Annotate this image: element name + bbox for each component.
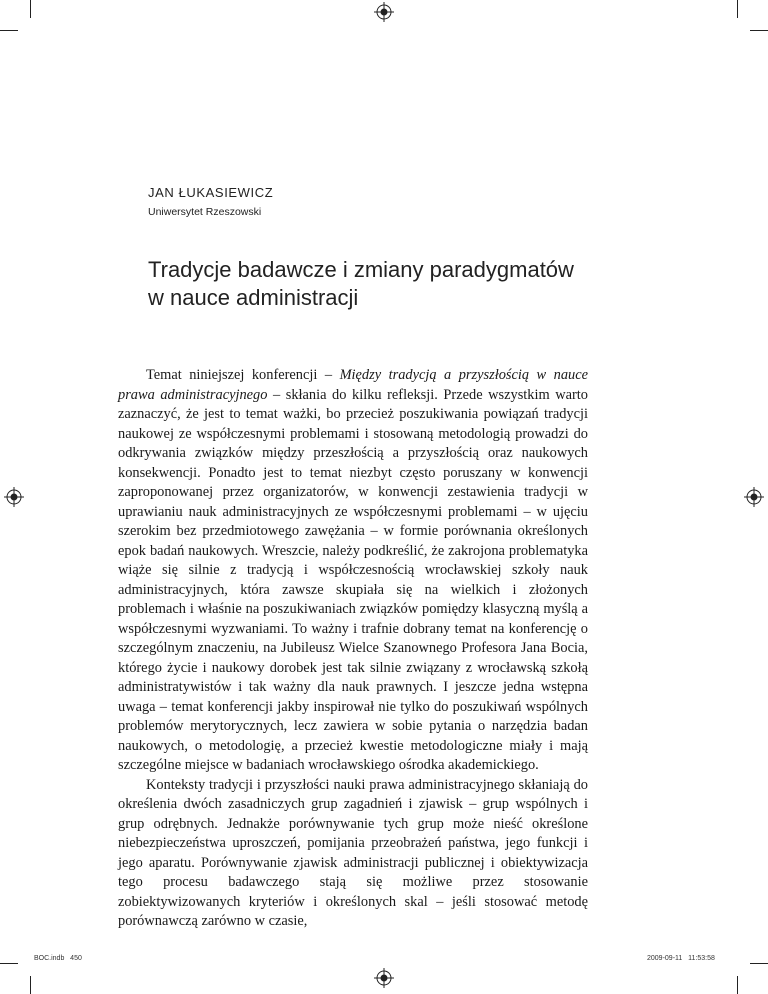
crop-mark	[737, 976, 738, 994]
crop-mark	[0, 30, 18, 31]
author-affiliation: Uniwersytet Rzeszowski	[148, 206, 262, 218]
article-body	[118, 366, 588, 932]
print-file-slug: BOC.indb 450	[34, 955, 82, 962]
registration-mark-icon	[374, 968, 394, 988]
author-name: JAN ŁUKASIEWICZ	[148, 185, 274, 200]
crop-mark	[750, 963, 768, 964]
crop-mark	[30, 0, 31, 18]
crop-mark	[0, 963, 18, 964]
article-title	[148, 256, 708, 312]
crop-mark	[737, 0, 738, 18]
registration-mark-icon	[4, 487, 24, 507]
title-line-1: Tradycje badawcze i zmiany paradygmatów	[148, 257, 574, 282]
conference-title-italic: Między tradycją a przyszłością w nauce prawa administracyjnego	[118, 367, 589, 403]
registration-mark-icon	[744, 487, 764, 507]
registration-mark-icon	[374, 2, 394, 22]
title-line-2: w nauce administracji	[148, 285, 359, 310]
paragraph-2: Konteksty tradycji i przyszłości nauki prawa administracyjnego skłaniają do określenia dwóch zasadniczych grup zagadnień i zjawisk – grup wspólnych i grup odrębnych. Jednakże porównywanie tych grup może nieść określone niebezpieczeństwa uproszczeń, pomijania przeobrażeń państwa, jego funkcji i jego aparatu. Porównywanie zjawisk administracji publicznej i obiektywizacja tego procesu badawczego stają się możliwe przez stosowanie zobiektywizowanych kryteriów i określonych skal – jeśli stosować metodę porównawczą zarówno w czasie,	[118, 776, 588, 929]
crop-mark	[750, 30, 768, 31]
paragraph-1	[118, 366, 588, 776]
print-timestamp: 2009-09-11 11:53:58	[647, 955, 715, 962]
crop-mark	[30, 976, 31, 994]
p1-rest: – skłania do kilku refleksji. Przede wszystkim warto zaznaczyć, że jest to temat ważki, bo przecież poszukiwania powiązań tradycji naukowej ze współczesnymi problemami i stosowaną metodologią prowadzi do odkrywania związków między przeszłością a przyszłością oraz naukowych konsekwencji. Ponadto jest to temat niezbyt często poruszany w konwencji zaproponowanej przez organizatorów, w konwencji zestawienia tradycji w uprawianiu nauk administracyjnych ze współczesnymi problemami – w ujęciu szerokim bez przedmiotowego zawężania – w formie porównania określonych epok badań naukowych. Wreszcie, należy podkreślić, że zakrojona problematyka wiąże się silnie z tradycją i współczesnością wrocławskiej szkoły nauk administracyjnych, która zawsze skupiała się na wielkich i złożonych problemach i właśnie na poszukiwaniach związków pomiędzy klasyczną myślą a współczesnymi wyzwaniami. To ważny i trafnie dobrany temat na konferencję o szczególnym znaczeniu, na Jubileusz Wielce Szanownego Profesora Jana Bocia, którego życie i naukowy dorobek jest tak silnie związany z wrocławską szkołą administratywistów i tak ważny dla nauk prawnych. I jeszcze jedna wstępna uwaga – temat konferencji jakby inspirował nie tylko do poszukiwań wspólnych problemów merytorycznych, lecz zawiera w sobie pytania o narzędzia badan naukowych, o metodologię, a przecież kwestie metodologiczne miały i mają szczególne miejsce w badaniach wrocławskiego ośrodka akademickiego.	[118, 386, 589, 773]
p1-lead: Temat niniejszej konferencji –	[146, 367, 340, 383]
